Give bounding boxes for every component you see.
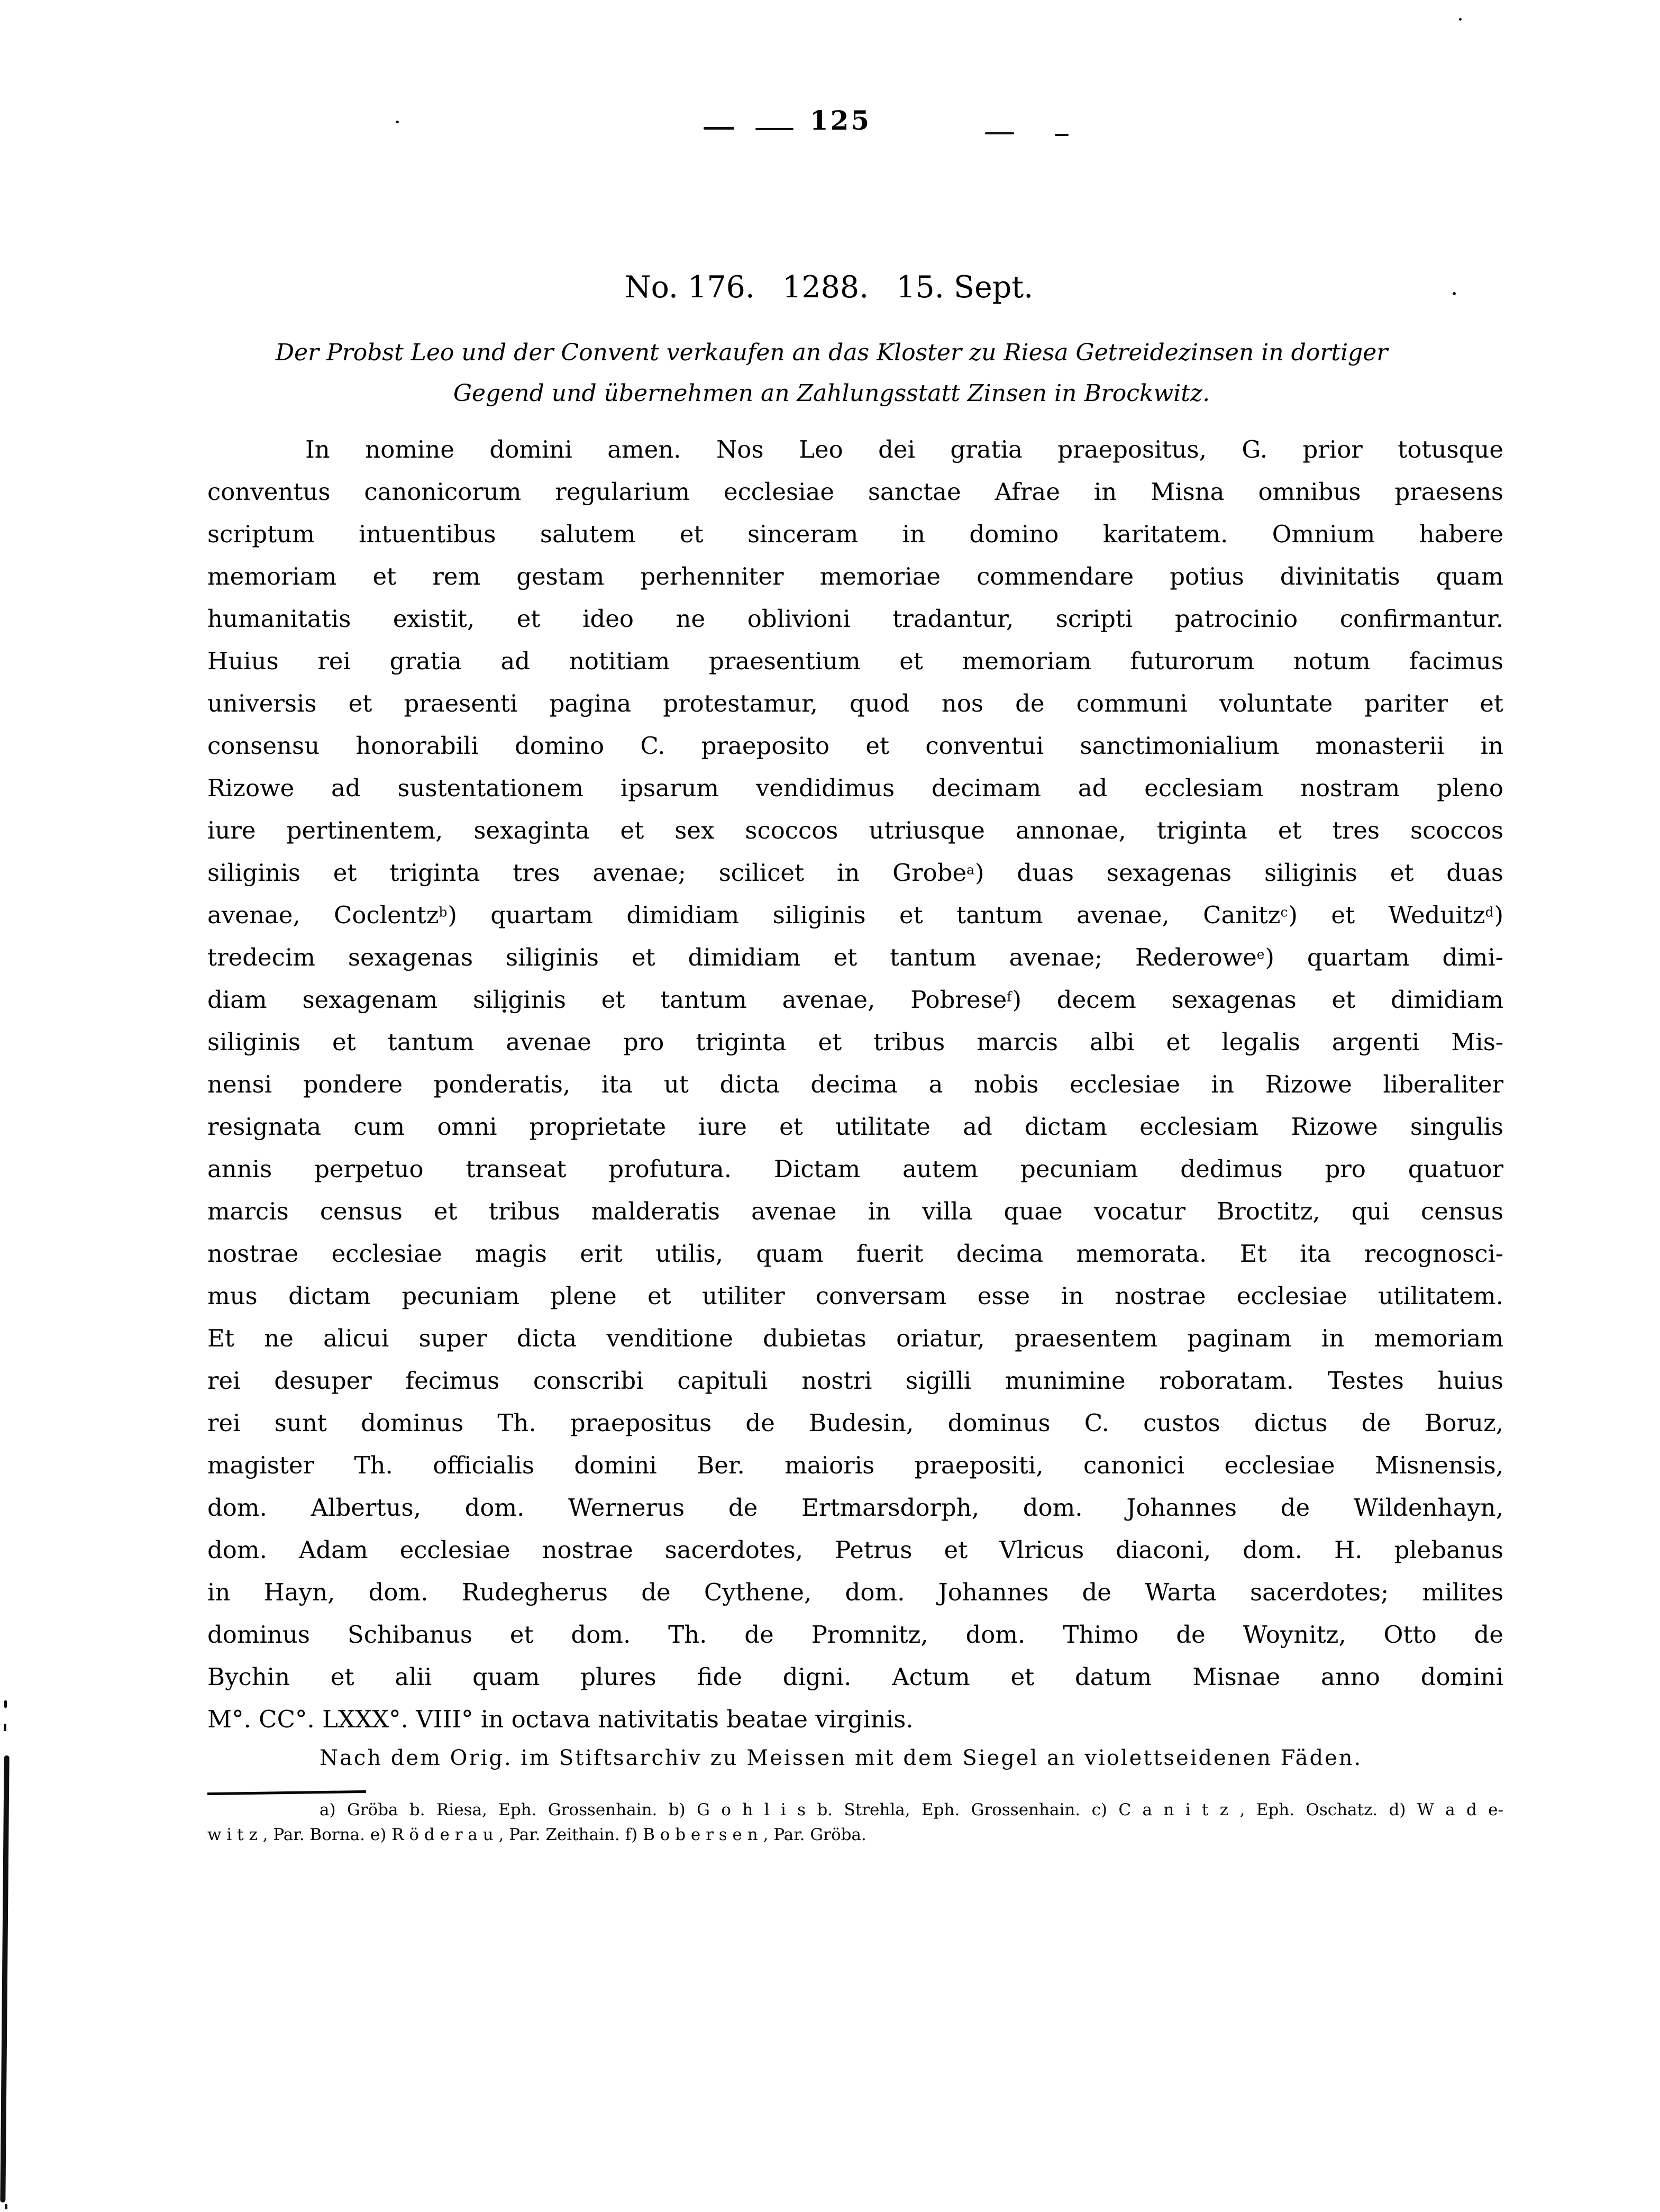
scan-tick-artifact <box>4 1700 7 1708</box>
footnote-line: a) Gröba b. Riesa, Eph. Grossenhain. b) G o h l i s b. Strehla, Eph. Grossenhain. c) C a n i t z , Eph. Oschatz. d) W a d e- <box>320 1800 1503 1819</box>
scan-speck-artifact <box>1459 18 1462 21</box>
charter-body-line: iure pertinentem, sexaginta et sex scoccos utriusque annonae, triginta et tres scoccos <box>207 816 1503 844</box>
charter-body-line: avenae, Coclentz$^b$) quartam dimidiam siliginis et tantum avenae, Canitz$^c$) et Weduitz$^d$) <box>207 901 1503 929</box>
footnote-marker: e <box>1256 946 1265 962</box>
charter-body-line: conventus canonicorum regularium ecclesiae sanctae Afrae in Misna omnibus praesens <box>207 478 1503 506</box>
charter-body-line: Rizowe ad sustentationem ipsarum vendidimus decimam ad ecclesiam nostram pleno <box>207 774 1503 802</box>
charter-body-line: consensu honorabili domino C. praeposito et conventui sanctimonialium monasterii in <box>207 732 1503 760</box>
scan-dash-artifact <box>755 128 793 130</box>
charter-body-line: mus dictam pecuniam plene et utiliter conversam esse in nostrae ecclesiae utilitatem. <box>207 1282 1503 1310</box>
footnote-separator-rule <box>207 1790 366 1795</box>
charter-summary <box>184 332 1480 414</box>
charter-body-line: marcis census et tribus malderatis avenae in villa quae vocatur Broctitz, qui census <box>207 1197 1503 1225</box>
charter-body-line: nostrae ecclesiae magis erit utilis, quam fuerit decima memorata. Et ita recognosci- <box>207 1240 1503 1268</box>
footnote-marker: d <box>1485 904 1494 920</box>
charter-body-line: magister Th. officialis domini Ber. maioris praepositi, canonici ecclesiae Misnensis, <box>207 1451 1503 1479</box>
source-note: Nach dem Orig. im Stiftsarchiv zu Meissen mit dem Siegel an violettseidenen Fäden. <box>320 1746 1363 1770</box>
charter-body-line: M°. CC°. LXXX°. VIII° in octava nativitatis beatae virginis. <box>207 1705 914 1733</box>
footnote-marker: f <box>1007 989 1013 1005</box>
charter-body-line: nensi pondere ponderatis, ita ut dicta decima a nobis ecclesiae in Rizowe liberaliter <box>207 1070 1503 1098</box>
charter-body-line: annis perpetuo transeat profutura. Dictam autem pecuniam dedimus pro quatuor <box>207 1155 1503 1183</box>
charter-body-line: Bychin et alii quam plures fide digni. Actum et datum Misnae anno domini <box>207 1663 1503 1691</box>
scan-dash-artifact <box>985 132 1014 134</box>
summary-line: Der Probst Leo und der Convent verkaufen an das Kloster zu Riesa Getreidezinsen in dortiger <box>275 339 1388 366</box>
charter-body-line: siliginis et tantum avenae pro triginta et tribus marcis albi et legalis argenti Mis- <box>207 1028 1503 1056</box>
page-number: 125 <box>809 105 872 136</box>
charter-body-line: resignata cum omni proprietate iure et utilitate ad dictam ecclesiam Rizowe singulis <box>207 1113 1503 1141</box>
footnote-marker: b <box>439 904 448 920</box>
scan-tick-artifact <box>5 2204 7 2209</box>
charter-body-line: memoriam et rem gestam perhenniter memoriae commendare potius divinitatis quam <box>207 562 1503 590</box>
charter-body-line: in Hayn, dom. Rudegherus de Cythene, dom. Johannes de Warta sacerdotes; milites <box>207 1578 1503 1606</box>
charter-heading-part: 15. Sept. <box>896 270 1034 305</box>
charter-body-paragraph <box>207 429 1503 1741</box>
charter-body-line: diam sexagenam siliginis et tantum avenae, Pobrese$^f$) decem sexagenas et dimidiam <box>207 986 1503 1014</box>
charter-body-line: universis et praesenti pagina protestamur, quod nos de communi voluntate pariter et <box>207 689 1503 717</box>
footnote-marker: a <box>966 862 975 878</box>
charter-body-line: humanitatis existit, et ideo ne oblivioni tradantur, scripti patrocinio confirmantur. <box>207 605 1503 633</box>
footnote-line: w i t z , Par. Borna. e) R ö d e r a u , Par. Zeithain. f) B o b e r s e n , Par. Gröba. <box>207 1825 867 1844</box>
summary-line: Gegend und übernehmen an Zahlungsstatt Zinsen in Brockwitz. <box>453 380 1210 407</box>
footnote-marker: c <box>1280 904 1289 920</box>
footnotes <box>207 1798 1503 1847</box>
scan-dash-artifact <box>704 127 734 130</box>
charter-body-line: Huius rei gratia ad notitiam praesentium et memoriam futurorum notum facimus <box>207 647 1503 675</box>
charter-body-line: dom. Albertus, dom. Wernerus de Ertmarsdorph, dom. Johannes de Wildenhayn, <box>207 1494 1503 1522</box>
scan-speck-artifact <box>396 121 399 123</box>
charter-body-line: tredecim sexagenas siliginis et dimidiam et tantum avenae; Rederowe$^e$) quartam dimi- <box>207 943 1503 971</box>
charter-body-line: In nomine domini amen. Nos Leo dei gratia praepositus, G. prior totusque <box>305 435 1503 463</box>
charter-body-line: scriptum intuentibus salutem et sinceram in domino karitatem. Omnium habere <box>207 520 1503 548</box>
scan-dash-artifact <box>1055 134 1069 136</box>
charter-heading-part: 1288. <box>782 270 869 305</box>
charter-body-line: siliginis et triginta tres avenae; scilicet in Grobe$^a$) duas sexagenas siliginis et duas <box>207 859 1503 887</box>
scan-streak-artifact <box>0 1755 9 2202</box>
charter-body-line: rei desuper fecimus conscribi capituli nostri sigilli munimine roboratam. Testes huius <box>207 1367 1503 1395</box>
charter-body-line: dominus Schibanus et dom. Th. de Promnitz, dom. Thimo de Woynitz, Otto de <box>207 1621 1503 1649</box>
charter-body-line: Et ne alicui super dicta venditione dubietas oriatur, praesentem paginam in memoriam <box>207 1324 1503 1352</box>
charter-heading <box>181 270 1477 305</box>
scan-tick-artifact <box>4 1724 6 1731</box>
charter-body-line: dom. Adam ecclesiae nostrae sacerdotes, Petrus et Vlricus diaconi, dom. H. plebanus <box>207 1536 1503 1564</box>
charter-body-line: rei sunt dominus Th. praepositus de Budesin, dominus C. custos dictus de Boruz, <box>207 1409 1503 1437</box>
charter-heading-part: No. 176. <box>624 270 755 305</box>
